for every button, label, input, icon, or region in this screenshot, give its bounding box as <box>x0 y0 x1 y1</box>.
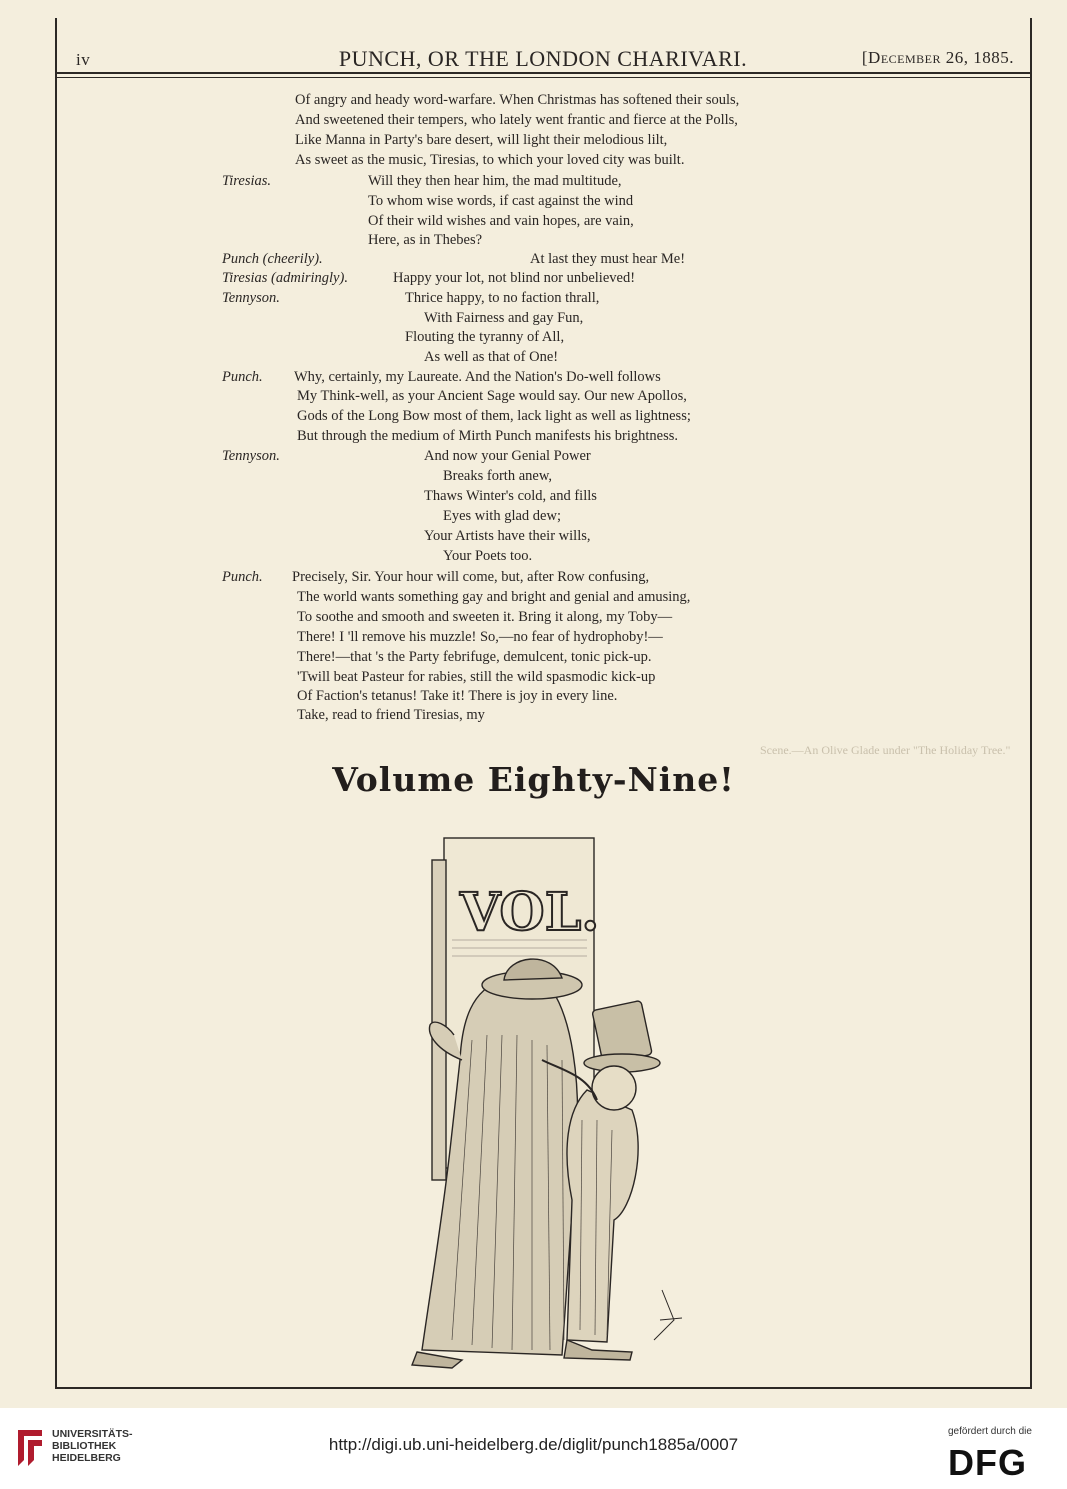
speaker-label: Tennyson. <box>222 290 280 306</box>
page-number: iv <box>76 50 91 69</box>
board-text: VOL. <box>460 882 600 943</box>
dfg-logo: DFG <box>948 1442 1027 1483</box>
speaker-label: Tiresias. <box>222 173 272 189</box>
frame-right-rule <box>1030 18 1032 1388</box>
verse-line: Breaks forth anew, <box>443 468 552 484</box>
verse-line: Like Manna in Party's bare desert, will light their melodious lilt, <box>295 132 668 148</box>
source-url[interactable]: http://digi.ub.uni-heidelberg.de/diglit/punch1885a/0007 <box>328 1435 739 1454</box>
verse-line: Gods of the Long Bow most of them, lack light as well as lightness; <box>297 408 691 424</box>
verse-line: And now your Genial Power <box>424 448 591 464</box>
publication-title: PUNCH, OR THE LONDON CHARIVARI. <box>338 46 748 71</box>
running-header <box>70 44 1016 76</box>
speaker-label: Punch. <box>222 569 263 585</box>
verse-line: Will they then hear him, the mad multitude, <box>368 173 622 189</box>
speaker-label: Punch (cheerily). <box>222 251 323 267</box>
verse-line: Happy your lot, not blind nor unbelieved! <box>393 270 636 286</box>
verse-line: Thrice happy, to no faction thrall, <box>405 290 600 306</box>
punch-and-tiresias-engraving-icon <box>392 820 692 1380</box>
verse-line: But through the medium of Mirth Punch manifests his brightness. <box>297 428 679 444</box>
verse-line: To soothe and smooth and sweeten it. Bring it along, my Toby— <box>297 609 673 625</box>
verse-line: Here, as in Thebes? <box>368 232 483 248</box>
verse-line: There!—that 's the Party febrifuge, demulcent, tonic pick-up. <box>297 649 652 665</box>
verse-line: Thaws Winter's cold, and fills <box>424 488 597 504</box>
frame-left-rule <box>55 18 57 1388</box>
verse-line: Precisely, Sir. Your hour will come, but, after Row confusing, <box>292 569 650 585</box>
verse-line: And sweetened their tempers, who lately went frantic and fierce at the Polls, <box>295 112 738 128</box>
verse-line: As well as that of One! <box>424 349 559 365</box>
volume-heading: Volume Eighty-Nine! <box>332 760 735 799</box>
library-name: UNIVERSITÄTS- BIBLIOTHEK HEIDELBERG <box>52 1428 133 1464</box>
verse-line: 'Twill beat Pasteur for rabies, still the wild spasmodic kick-up <box>297 669 656 685</box>
verse-line: As sweet as the music, Tiresias, to which your loved city was built. <box>295 152 685 168</box>
verse-line: Why, certainly, my Laureate. And the Nation's Do-well follows <box>294 369 661 385</box>
verse-line: Your Poets too. <box>443 548 533 564</box>
verse-line: Of their wild wishes and vain hopes, are vain, <box>368 213 634 229</box>
speaker-label: Punch. <box>222 369 263 385</box>
speaker-label: Tiresias (admiringly). <box>222 270 348 286</box>
verse-line: Flouting the tyranny of All, <box>405 329 565 345</box>
verse-line: There! I 'll remove his muzzle! So,—no fear of hydrophoby!— <box>297 629 663 645</box>
funding-note: gefördert durch die <box>948 1426 1032 1437</box>
header-rule-thin <box>55 77 1032 78</box>
issue-date: [December 26, 1885. <box>861 48 1014 67</box>
speaker-label: Tennyson. <box>222 448 280 464</box>
verse-line: Take, read to friend Tiresias, my <box>297 707 485 723</box>
verse-line: Eyes with glad dew; <box>443 508 561 524</box>
verse-line: At last they must hear Me! <box>530 251 686 267</box>
verse-line: Of Faction's tetanus! Take it! There is joy in every line. <box>297 688 618 704</box>
bleed-through-text: Scene.—An Olive Glade under "The Holiday Tree." <box>760 743 1011 757</box>
verse-line: With Fairness and gay Fun, <box>424 310 584 326</box>
verse-line: Of angry and heady word-warfare. When Christmas has softened their souls, <box>295 92 740 108</box>
verse-line: My Think-well, as your Ancient Sage would say. Our new Apollos, <box>297 388 687 404</box>
footer-rule <box>55 1387 1032 1389</box>
verse-line: Your Artists have their wills, <box>424 528 591 544</box>
digitization-footer <box>0 1408 1067 1489</box>
verse-line: The world wants something gay and bright and genial and amusing, <box>297 589 691 605</box>
verse-line: To whom wise words, if cast against the wind <box>368 193 634 209</box>
